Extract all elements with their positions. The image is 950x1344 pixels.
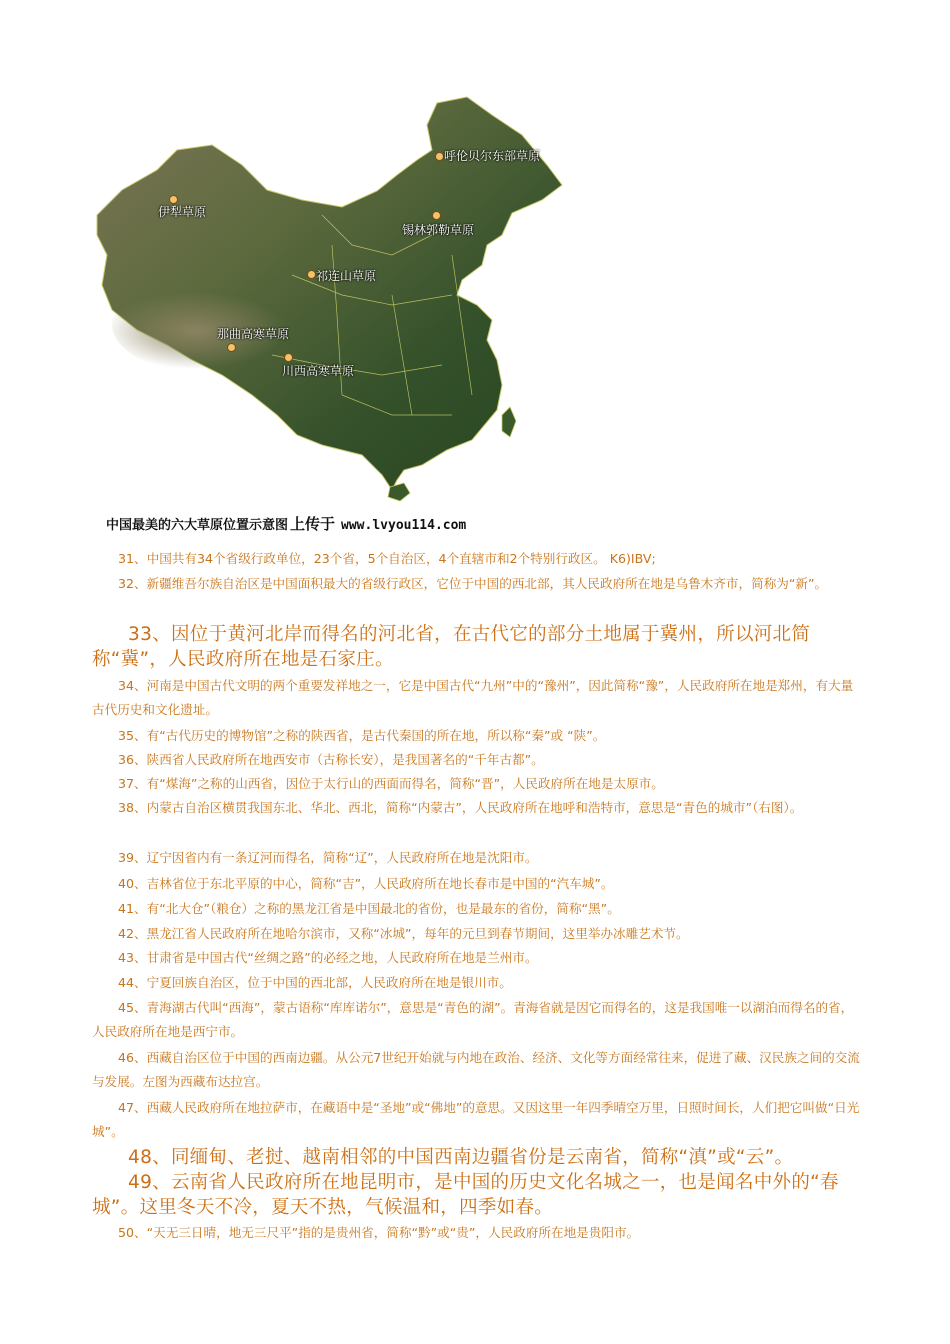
paragraph-text: 48、同缅甸、老挝、越南相邻的中国西南边疆省份是云南省，简称“滇”或“云”。 bbox=[128, 1147, 794, 1168]
taiwan-island bbox=[502, 407, 516, 437]
paragraph-text: 50、“天无三日晴，地无三尺平”指的是贵州省，简称“黔”或“贵”，人民政府所在地是贵阳市。 bbox=[118, 1225, 640, 1240]
paragraph-35 bbox=[92, 724, 860, 748]
map-label-yili: 伊犁草原 bbox=[158, 205, 207, 219]
paragraph-text: 42、黑龙江省人民政府所在地哈尔滨市，又称“冰城”，每年的元旦到春节期间，这里举办冰雕艺术节。 bbox=[118, 926, 689, 941]
paragraph-text: 47、西藏人民政府所在地拉萨市，在藏语中是“圣地”或“佛地”的意思。又因这里一年四季晴空万里，日照时间长，人们把它叫做“日光城”。 bbox=[92, 1100, 860, 1139]
paragraph-text: 43、甘肃省是中国古代“丝绸之路”的必经之地，人民政府所在地是兰州市。 bbox=[118, 950, 538, 965]
paragraph-39 bbox=[92, 846, 860, 870]
paragraph-43 bbox=[92, 946, 860, 970]
paragraph-45 bbox=[92, 996, 860, 1044]
paragraph-41 bbox=[92, 897, 860, 921]
paragraph-32 bbox=[92, 572, 860, 596]
paragraph-48 bbox=[92, 1145, 860, 1170]
paragraph-49 bbox=[92, 1170, 860, 1220]
paragraph-34 bbox=[92, 674, 860, 722]
map-marker bbox=[227, 343, 236, 352]
grassland-map-figure bbox=[92, 95, 572, 535]
paragraph-text: 31、中国共有34个省级行政单位，23个省，5个自治区，4个直辖市和2个特别行政区。 K6)IBV; bbox=[118, 551, 656, 566]
paragraph-36 bbox=[92, 748, 860, 772]
paragraph-38 bbox=[92, 796, 860, 820]
paragraph-text: 39、辽宁因省内有一条辽河而得名，简称“辽”，人民政府所在地是沈阳市。 bbox=[118, 850, 538, 865]
paragraph-text: 49、云南省人民政府所在地昆明市，是中国的历史文化名城之一，也是闻名中外的“春城”。这里冬天不冷，夏天不热，气候温和，四季如春。 bbox=[92, 1172, 839, 1218]
paragraph-40 bbox=[92, 872, 860, 896]
caption-site: www.lvyou114.com bbox=[341, 518, 467, 533]
paragraph-text: 34、河南是中国古代文明的两个重要发祥地之一，它是中国古代“九州”中的“豫州”，因此简称“豫”，人民政府所在地是郑州，有大量古代历史和文化遗址。 bbox=[92, 678, 854, 717]
paragraph-text: 46、西藏自治区位于中国的西南边疆。从公元7世纪开始就与内地在政治、经济、文化等方面经常往来，促进了藏、汉民族之间的交流与发展。左图为西藏布达拉宫。 bbox=[92, 1050, 860, 1089]
map-label-chuanxi: 川西高寒草原 bbox=[282, 364, 355, 378]
paragraph-33 bbox=[92, 622, 860, 672]
paragraph-46 bbox=[92, 1046, 860, 1094]
paragraph-text: 35、有“古代历史的博物馆”之称的陕西省，是古代秦国的所在地，所以称“秦”或 “陕”。 bbox=[118, 728, 606, 743]
paragraph-37 bbox=[92, 772, 860, 796]
paragraph-text: 37、有“煤海”之称的山西省，因位于太行山的西面而得名，简称“晋”，人民政府所在地是太原市。 bbox=[118, 776, 664, 791]
paragraph-text: 45、青海湖古代叫“西海”，蒙古语称“库库诺尔”，意思是“青色的湖”。青海省就是因它而得名的，这是我国唯一以湖泊而得名的省，人民政府所在地是西宁市。 bbox=[92, 1000, 854, 1039]
paragraph-50 bbox=[92, 1221, 860, 1245]
map-marker bbox=[435, 152, 444, 161]
paragraph-text: 41、有“北大仓”（粮仓）之称的黑龙江省是中国最北的省份，也是最东的省份，简称“黑”。 bbox=[118, 901, 620, 916]
map-label-naqu: 那曲高寒草原 bbox=[217, 327, 290, 341]
caption-uploader: 上传于 bbox=[290, 515, 336, 533]
figure-caption bbox=[106, 513, 466, 534]
paragraph-text: 32、新疆维吾尔族自治区是中国面积最大的省级行政区，它位于中国的西北部，其人民政府所在地是乌鲁木齐市，简称为“新”。 bbox=[118, 576, 828, 591]
map-label-hulunbuir: 呼伦贝尔东部草原 bbox=[444, 149, 541, 163]
paragraph-text: 38、内蒙古自治区横贯我国东北、华北、西北，简称“内蒙古”，人民政府所在地呼和浩特市，意思是“青色的城市”（右图）。 bbox=[118, 800, 803, 815]
paragraph-text: 33、因位于黄河北岸而得名的河北省，在古代它的部分土地属于冀州，所以河北简称“冀”，人民政府所在地是石家庄。 bbox=[92, 624, 811, 670]
map-marker bbox=[307, 270, 316, 279]
map-label-qilianshan: 祁连山草原 bbox=[316, 269, 377, 283]
map-marker bbox=[432, 211, 441, 220]
paragraph-44 bbox=[92, 971, 860, 995]
paragraph-text: 36、陕西省人民政府所在地西安市（古称长安），是我国著名的“千年古都”。 bbox=[118, 752, 544, 767]
caption-title: 中国最美的六大草原位置示意图 bbox=[106, 518, 289, 533]
paragraph-31 bbox=[92, 547, 860, 571]
paragraph-text: 40、吉林省位于东北平原的中心，简称“吉”，人民政府所在地长春市是中国的“汽车城”。 bbox=[118, 876, 614, 891]
paragraph-47 bbox=[92, 1096, 860, 1144]
paragraph-42 bbox=[92, 922, 860, 946]
map-label-xilingol: 锡林郭勒草原 bbox=[402, 223, 475, 237]
map-marker bbox=[284, 353, 293, 362]
paragraph-text: 44、宁夏回族自治区，位于中国的西北部，人民政府所在地是银川市。 bbox=[118, 975, 512, 990]
